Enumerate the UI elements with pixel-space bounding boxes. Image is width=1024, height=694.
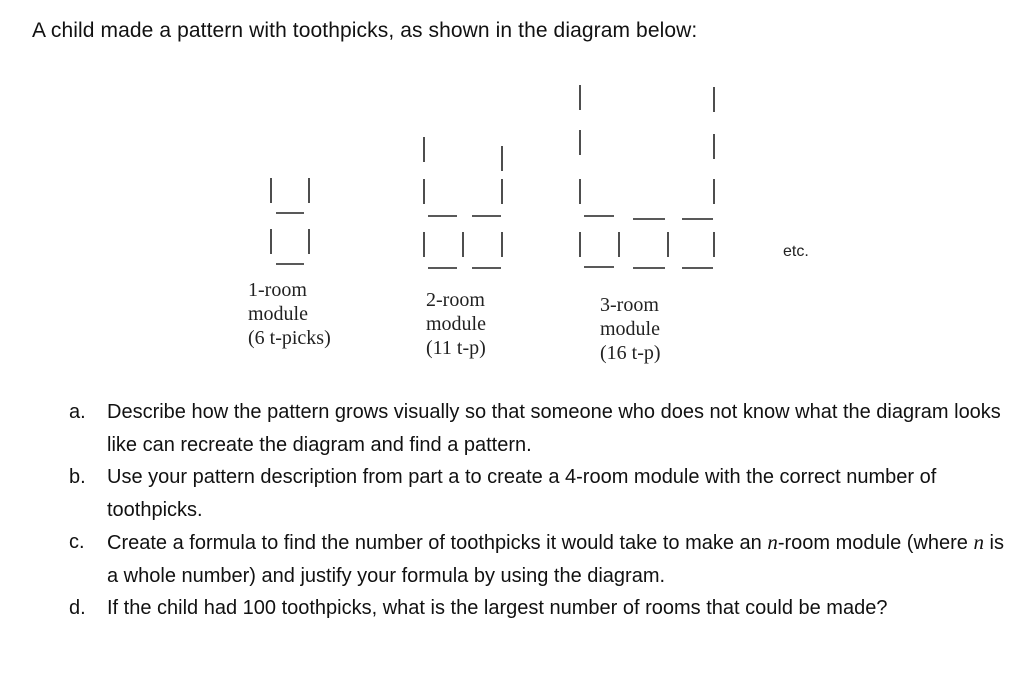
question-letter: d.: [69, 597, 86, 619]
module-3-drawing: [580, 85, 714, 268]
module-3-label: 3-room module (16 t-p): [600, 294, 661, 364]
module-1-drawing: [271, 178, 309, 264]
question-letter: c.: [69, 531, 85, 553]
module-2-label: 2-room module (11 t-p): [426, 289, 486, 359]
question-letter: b.: [69, 466, 86, 488]
etc-label: etc.: [783, 243, 809, 260]
variable-n: n: [767, 530, 778, 554]
problem-title: A child made a pattern with toothpicks, as shown in the diagram below:: [32, 19, 698, 42]
question-b: [69, 461, 1004, 526]
question-text: Describe how the pattern grows visually so that someone who does not know what the diagram looks like can recreate the diagram and find a pattern.: [107, 401, 1001, 456]
question-text: Create a formula to find the number of toothpicks it would take to make an n-room module (where n is a whole number) and justify your formula by using the diagram.: [107, 530, 1004, 587]
question-text: Use your pattern description from part a to create a 4-room module with the correct number of toothpicks.: [107, 466, 937, 521]
question-letter: a.: [69, 401, 86, 423]
variable-n: n: [973, 530, 984, 554]
module-1-label: 1-room module (6 t-picks): [248, 279, 331, 349]
question-list: [69, 396, 1004, 625]
question-c: [69, 526, 1004, 592]
question-text: If the child had 100 toothpicks, what is the largest number of rooms that could be made?: [107, 597, 888, 619]
module-2-drawing: [424, 137, 502, 268]
question-d: [69, 592, 1004, 625]
question-a: [69, 396, 1004, 461]
